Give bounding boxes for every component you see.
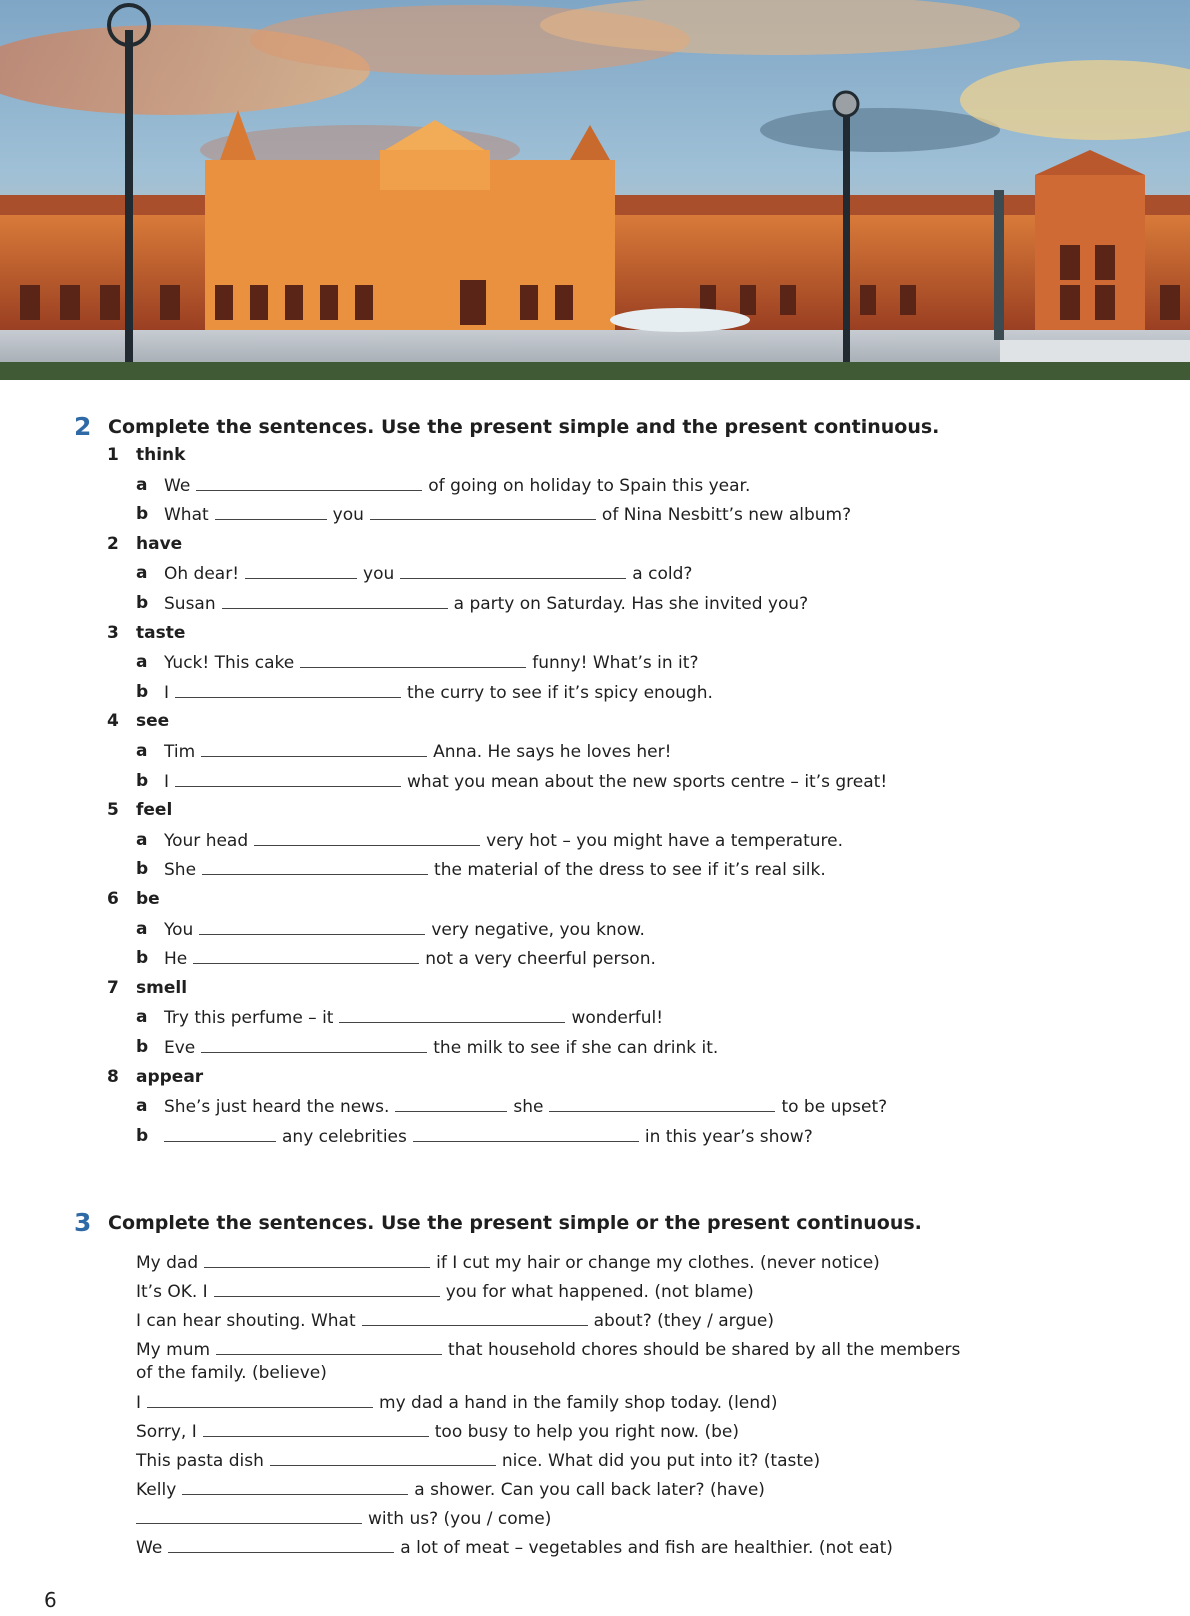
item-verb: be [136,889,160,909]
item-number: 3 [107,622,119,643]
sentence-letter: b [136,681,149,702]
sentence-text: I [136,1393,142,1413]
answer-blank[interactable] [254,827,480,846]
item-verb: think [136,445,186,465]
sentence-text: you [363,564,395,585]
answer-blank[interactable] [400,560,626,579]
sentence-text: my dad a hand in the family shop today. (lend) [379,1393,778,1413]
answer-blank[interactable] [175,679,401,698]
sentence-text: with us? (you / come) [368,1509,552,1529]
answer-blank[interactable] [204,1249,430,1268]
sentence-text: This pasta dish [136,1451,264,1471]
sentence-letter: a [136,1007,148,1028]
sentence-text: the curry to see if it’s spicy enough. [407,682,713,703]
sentence-text: Kelly [136,1480,177,1500]
sentence-text: a lot of meat – vegetables and fish are healthier. (not eat) [400,1538,893,1558]
sentence-letter: b [136,770,149,791]
sentence-letter: b [136,504,149,525]
sentence-text: It’s OK. I [136,1282,208,1302]
sentence-text: She’s just heard the news. [164,1097,390,1118]
answer-blank[interactable] [201,738,427,757]
sentence-text: very negative, you know. [431,919,645,940]
sentence-text: Yuck! This cake [164,653,295,674]
sentence-text: very hot – you might have a temperature. [486,830,844,851]
answer-blank[interactable] [214,1278,440,1297]
ex3-sentence-continuation: of the family. (believe) [136,1363,327,1383]
sentence-text: about? (they / argue) [593,1311,775,1331]
sentence-text: We [136,1538,163,1558]
building-photo-icon [0,0,1190,380]
sentence-letter: b [136,1125,149,1146]
item-verb: smell [136,977,188,998]
sentence-text: wonderful! [571,1008,664,1029]
item-verb: taste [136,622,186,643]
sentence-text: funny! What’s in it? [532,653,699,674]
sentence-text: nice. What did you put into it? (taste) [501,1451,821,1471]
sentence-text: to be upset? [781,1097,888,1118]
answer-blank[interactable] [193,945,419,964]
answer-blank[interactable] [175,768,401,787]
answer-blank[interactable] [199,916,425,935]
answer-blank[interactable] [201,1034,427,1053]
sentence-letter: a [136,1096,148,1117]
sentence-letter: b [136,1037,149,1057]
answer-blank[interactable] [196,472,422,491]
sentence-text: We [164,475,191,496]
answer-blank[interactable] [549,1093,775,1112]
answer-blank[interactable] [136,1505,362,1524]
sentence-text: any celebrities [282,1126,407,1147]
sentence-text: Sorry, I [136,1422,197,1442]
sentence-text: What [164,505,209,526]
sentence-text: She [164,860,197,881]
item-number: 8 [107,1066,119,1087]
sentence-text: a party on Saturday. Has she invited you? [453,594,809,614]
item-verb: appear [136,1066,204,1087]
answer-blank[interactable] [222,590,448,609]
sentence-text: the milk to see if she can drink it. [433,1038,719,1058]
header-photo [0,0,1190,380]
exercise-number: 2 [74,412,92,441]
item-number: 6 [107,889,119,909]
sentence-text: You [164,919,194,940]
item-verb: feel [136,800,173,821]
sentence-text: that household chores should be shared by all the members [448,1340,961,1360]
sentence-text: what you mean about the new sports centre – it’s great! [407,771,888,792]
sentence-letter: b [136,593,149,613]
sentence-text: a cold? [632,564,693,585]
sentence-text: Your head [164,830,249,851]
item-number: 7 [107,977,119,998]
answer-blank[interactable] [370,501,596,520]
sentence-text: Tim [164,742,196,762]
sentence-text: Oh dear! [164,564,240,585]
sentence-letter: b [136,859,149,880]
item-number: 1 [107,445,119,465]
answer-blank[interactable] [182,1476,408,1495]
answer-blank[interactable] [147,1389,373,1408]
answer-blank[interactable] [168,1534,394,1553]
item-number: 5 [107,800,119,821]
sentence-text: too busy to help you right now. (be) [434,1422,739,1442]
sentence-text: in this year’s show? [644,1126,813,1147]
sentence-letter: a [136,741,148,761]
answer-blank[interactable] [164,1123,276,1142]
answer-blank[interactable] [413,1123,639,1142]
answer-blank[interactable] [395,1093,507,1112]
sentence-text: the material of the dress to see if it’s real silk. [434,860,826,881]
sentence-text: she [513,1097,544,1118]
page-number: 6 [44,1588,57,1612]
answer-blank[interactable] [203,1418,429,1437]
answer-blank[interactable] [216,1336,442,1355]
sentence-text: you [332,505,364,526]
answer-blank[interactable] [245,560,357,579]
answer-blank[interactable] [270,1447,496,1466]
sentence-letter: a [136,829,148,850]
sentence-letter: a [136,474,148,495]
exercise-instruction: Complete the sentences. Use the present simple or the present continuous. [108,1212,922,1234]
sentence-text: Susan [164,594,216,614]
sentence-text: My mum [136,1340,211,1360]
item-verb: see [136,711,170,732]
sentence-text: I can hear shouting. What [136,1311,356,1331]
answer-blank[interactable] [339,1004,565,1023]
sentence-text: Eve [164,1038,196,1058]
answer-blank[interactable] [362,1307,588,1326]
sentence-text: if I cut my hair or change my clothes. (never notice) [436,1253,880,1273]
item-number: 2 [107,533,119,554]
sentence-letter: b [136,948,149,969]
exercise-instruction: Complete the sentences. Use the present simple and the present continuous. [108,416,940,438]
answer-blank[interactable] [202,856,428,875]
answer-blank[interactable] [300,649,526,668]
sentence-letter: a [136,918,148,939]
answer-blank[interactable] [215,501,327,520]
item-number: 4 [107,711,119,732]
sentence-text: I [164,771,170,792]
sentence-letter: a [136,652,148,673]
exercise-number: 3 [74,1208,92,1237]
item-verb: have [136,533,183,554]
sentence-text: Try this perfume – it [164,1008,334,1029]
sentence-text: not a very cheerful person. [425,949,656,970]
sentence-text: Anna. He says he loves her! [433,742,672,762]
sentence-text: of going on holiday to Spain this year. [428,475,751,496]
sentence-text: you for what happened. (not blame) [445,1282,754,1302]
sentence-text: He [164,949,188,970]
sentence-text: I [164,682,170,703]
sentence-text: of Nina Nesbitt’s new album? [601,505,852,526]
sentence-letter: a [136,563,148,584]
sentence-text: My dad [136,1253,199,1273]
sentence-text: a shower. Can you call back later? (have) [414,1480,765,1500]
